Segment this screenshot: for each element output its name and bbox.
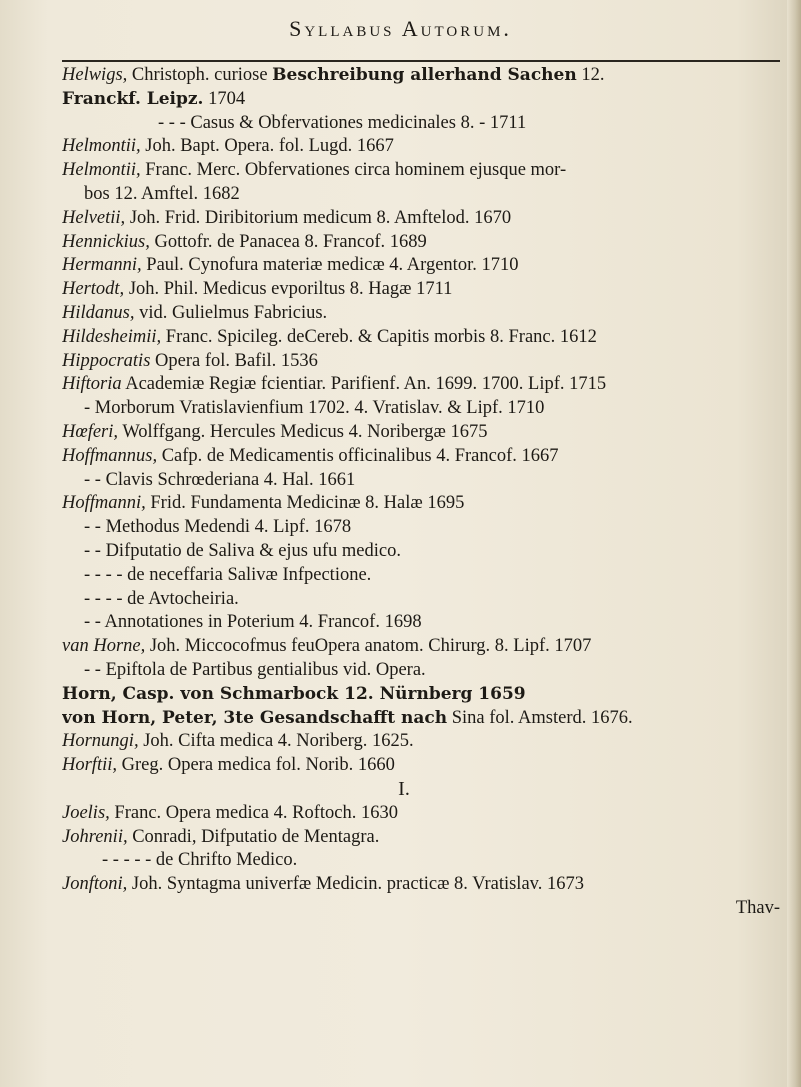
entry-line <box>62 635 786 659</box>
entry-line <box>62 897 786 921</box>
entry-line <box>62 564 786 588</box>
entry-body: Greg. Opera medica fol. Norib. 1660 <box>121 755 395 776</box>
entry-line <box>62 516 786 540</box>
entry-line <box>62 397 786 421</box>
entry-tail: 1704 <box>208 88 246 109</box>
entry-line <box>62 278 786 302</box>
entry-author: Helmontii, <box>62 136 141 157</box>
entry-author: Hoffmannus, <box>62 445 158 466</box>
entry-author: Hornungi, <box>62 731 139 752</box>
entry-author: Helmontii, <box>62 160 141 181</box>
entry-line <box>62 64 786 88</box>
entry-line <box>62 421 786 445</box>
entry-author: Jonftoni, <box>62 874 128 895</box>
entry-body: Wolffgang. Hercules Medicus 4. Noribergæ 1675 <box>122 421 488 442</box>
entry-author: Hildesheimii, <box>62 326 162 347</box>
entry-body: Joh. Bapt. Opera. fol. Lugd. 1667 <box>145 136 394 157</box>
header-rule <box>62 60 780 62</box>
entry-body: - - Annotationes in Poterium 4. Francof. 1698 <box>84 612 422 633</box>
entry-body: Thav- <box>735 897 780 918</box>
entry-line <box>62 611 786 635</box>
entry-body: Franc. Merc. Obfervationes circa hominem ejusque mor- <box>145 160 567 181</box>
entry-line <box>62 802 786 826</box>
entry-line <box>62 159 786 183</box>
entry-body: vid. Gulielmus Fabricius. <box>139 302 328 323</box>
entry-author: Hiftoria <box>62 374 122 395</box>
entry-body: Christoph. curiose <box>131 65 268 85</box>
entry-author: Joelis, <box>62 802 110 823</box>
entry-body: - - - - - de Chrifto Medico. <box>102 850 298 871</box>
entry-line <box>62 326 786 350</box>
entry-author: van Horne, <box>62 636 146 657</box>
entry-body: Joh. Frid. Diribitorium medicum 8. Amftelod. 1670 <box>129 207 512 228</box>
entry-author: Hertodt, <box>62 279 125 300</box>
entry-fraktur: von Horn, Peter, 3te Gesandschafft nach <box>62 707 448 728</box>
entry-author: Hippocratis <box>62 350 151 371</box>
entry-line <box>62 469 786 493</box>
entry-body: - - - - de neceffaria Salivæ Infpectione. <box>84 564 372 585</box>
entry-tail: Sina fol. Amsterd. 1676. <box>451 707 633 728</box>
entry-body: Joh. Syntagma univerfæ Medicin. practicæ 8. Vratislav. 1673 <box>131 874 584 895</box>
page-edge <box>787 0 801 1087</box>
entry-author: Hermanni, <box>62 255 142 276</box>
entry-fraktur: Franckf. Leipz. <box>62 88 204 109</box>
entry-body: Cafp. de Medicamentis officinalibus 4. Francof. 1667 <box>161 445 559 466</box>
entry-body: Paul. Cynofura materiæ medicæ 4. Argentor. 1710 <box>146 255 519 276</box>
entry-author: Johrenii, <box>62 826 128 847</box>
entry-line <box>62 302 786 326</box>
entry-line <box>62 373 786 397</box>
entry-line <box>62 826 786 850</box>
entry-author: Helwigs, <box>62 65 128 85</box>
entry-author: Horftii, <box>62 755 117 776</box>
entry-line <box>62 445 786 469</box>
running-header: Syllabus Autorum. <box>289 16 512 41</box>
entry-body: bos 12. Amftel. 1682 <box>84 183 240 204</box>
entry-body: Joh. Cifta medica 4. Noriberg. 1625. <box>143 731 414 752</box>
entry-line <box>62 88 786 112</box>
entry-line <box>62 207 786 231</box>
entry-body: I. <box>398 777 410 800</box>
entry-line <box>62 254 786 278</box>
entry-author: Hœferi, <box>62 421 119 442</box>
entry-line <box>62 350 786 374</box>
entry-body: - - Epiftola de Partibus gentialibus vid. Opera. <box>84 659 426 680</box>
entry-body: - Morborum Vratislavienfium 1702. 4. Vratislav. & Lipf. 1710 <box>84 398 545 419</box>
entry-fraktur: Beschreibung allerhand Sachen <box>272 65 577 85</box>
entry-line <box>62 112 786 136</box>
entry-body: Frid. Fundamenta Medicinæ 8. Halæ 1695 <box>150 493 465 514</box>
entry-line <box>62 492 786 516</box>
entry-line <box>62 588 786 612</box>
entry-body: - - Difputatio de Saliva & ejus ufu medico. <box>84 540 401 561</box>
entry-line <box>62 754 786 778</box>
entry-body: Opera fol. Bafil. 1536 <box>155 350 318 371</box>
entry-body: Franc. Spicileg. deCereb. & Capitis morbis 8. Franc. 1612 <box>165 326 597 347</box>
entry-author: Helvetii, <box>62 207 126 228</box>
entry-line <box>62 683 786 707</box>
entry-body: Academiæ Regiæ fcientiar. Parifienf. An. 1699. 1700. Lipf. 1715 <box>125 374 607 395</box>
entry-body: Joh. Phil. Medicus evporiltus 8. Hagæ 1711 <box>128 279 453 300</box>
entry-line <box>62 540 786 564</box>
entry-author: Hennickius, <box>62 231 150 252</box>
entry-body: Gottofr. de Panacea 8. Francof. 1689 <box>154 231 427 252</box>
entry-author: Hildanus, <box>62 302 135 323</box>
entry-line <box>62 778 786 802</box>
entry-body: - - - - de Avtocheiria. <box>84 588 239 609</box>
entry-author: Hoffmanni, <box>62 493 146 514</box>
entry-body: - - - Casus & Obfervationes medicinales 8. - 1711 <box>158 112 527 133</box>
entry-tail: 12. <box>581 65 605 85</box>
entry-body: Conradi, Difputatio de Mentagra. <box>132 826 380 847</box>
author-list <box>62 64 786 921</box>
entry-line <box>62 873 786 897</box>
entry-fraktur: Horn, Casp. von Schmarbock 12. Nürnberg 1659 <box>62 683 526 704</box>
entry-line <box>62 183 786 207</box>
entry-body: Franc. Opera medica 4. Roftoch. 1630 <box>114 802 398 823</box>
entry-line <box>62 135 786 159</box>
entry-body: - - Clavis Schrœderiana 4. Hal. 1661 <box>84 469 356 490</box>
entry-line <box>62 231 786 255</box>
entry-body: Joh. Miccocofmus feuOpera anatom. Chirurg. 8. Lipf. 1707 <box>149 636 592 657</box>
entry-body: - - Methodus Medendi 4. Lipf. 1678 <box>84 517 352 538</box>
entry-line <box>62 849 786 873</box>
entry-line <box>62 707 786 731</box>
entry-line <box>62 730 786 754</box>
entry-line <box>62 659 786 683</box>
